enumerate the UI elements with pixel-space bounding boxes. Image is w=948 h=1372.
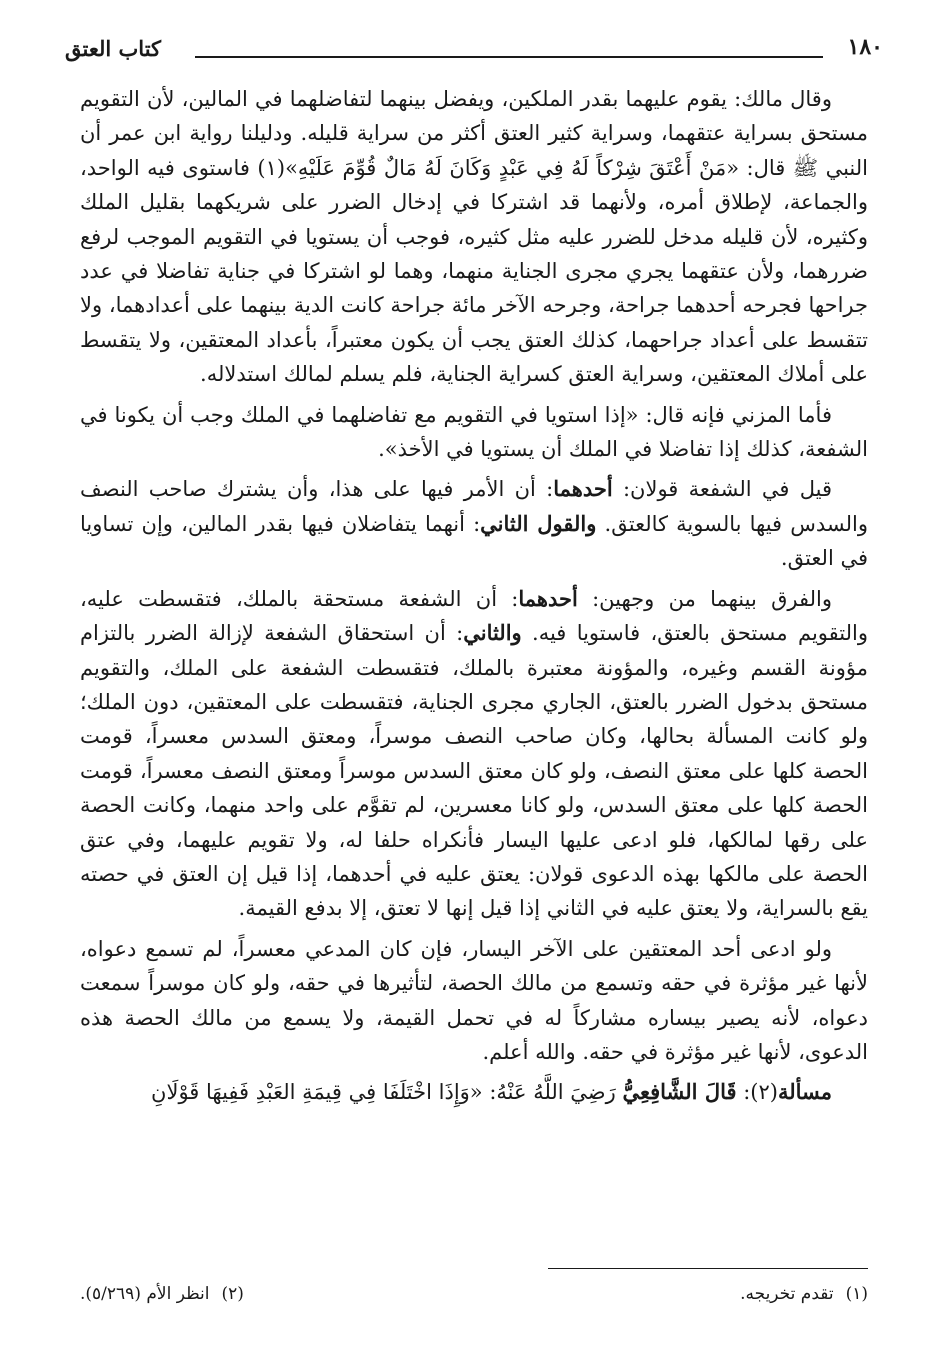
p3-text-start: قيل في الشفعة قولان: <box>612 477 832 502</box>
p6-text-end: رَضِيَ اللَّهُ عَنْهُ: «وَإِذَا اخْتَلَفَا فِي قِيمَةِ العَبْدِ فَفِيهَا قَوْلَانِ <box>151 1080 623 1105</box>
footnote-row <box>80 1280 868 1308</box>
p3-text-mid: : أن الأمر فيها على هذا، وأن يشترك صاحب النصف والسدس فيها بالسوية كالعتق. <box>80 477 869 536</box>
footnote-rule <box>548 1268 868 1269</box>
paragraph-2: فأما المزني فإنه قال: «إذا استويا في التقويم مع تفاضلهما في الملك وجب أن يكونا في الشفعة، كذلك إذا تفاضلا في الملك أن يستويا في الأخذ». <box>80 402 868 462</box>
p3-text-end: : أنهما يتفاضلان فيها بقدر المالين، وإن تساويا في العتق. <box>80 511 868 571</box>
footnote-1 <box>740 1280 868 1308</box>
header-rule <box>195 56 823 58</box>
p4-bold-second: والثاني <box>463 620 522 646</box>
page-body <box>80 82 868 1116</box>
p3-bold-second: والقول الثاني <box>480 510 597 536</box>
p4-bold-first: أحدهما <box>518 585 578 611</box>
masala-heading: مسألة <box>777 1079 832 1105</box>
paragraph-6 <box>80 1075 868 1109</box>
footnote-2-marker: (٢) <box>221 1284 244 1304</box>
footnote-2 <box>80 1280 244 1308</box>
footnotes <box>80 1280 868 1308</box>
masala-note-ref: (٢): <box>736 1080 778 1105</box>
paragraph-3 <box>80 472 868 575</box>
footnote-2-text: انظر الأم (٥/٢٦٩). <box>80 1284 210 1304</box>
paragraph-5: ولو ادعى أحد المعتقين على الآخر اليسار، فإن كان المدعي معسراً، لم تسمع دعواه، لأنها غير مؤثرة في حقه وتسمع من مالك الحصة، لتأثيرها في حقه، ولو كان موسراً سمعت دعواه، لأنه يصير بيساره مشاركاً له في تحمل القيمة، ولا يسمع من مالك الحصة هذه الدعوى، لأنها غير مؤثرة في حقه. والله أعلم. <box>80 936 868 1064</box>
paragraph-1: وقال مالك: يقوم عليهما بقدر الملكين، ويفضل بينهما لتفاضلهما في المالين، لأن التقويم مستحق بسراية عتقهما، وسراية كثير العتق أكثر من سراية قليله. ودليلنا رواية ابن عمر أن النبي ﷺ قال: «مَنْ أَعْتَقَ شِرْكاً لَهُ فِي عَبْدٍ وَكَانَ لَهُ مَالٌ قُوِّمَ عَلَيْهِ»(١) فاستوى فيه الواحد، والجماعة، لإطلاق أمره، ولأنهما قد اشتركا في إدخال الضرر على شريكهما بقليل الملك وكثيره، لأن قليله مدخل للضرر عليه مثل كثيره، فوجب أن يستويا في التقويم الموجب لرفع ضررهما، ولأن عتقهما يجري مجرى الجناية منهما، وهما لو اشتركا في جناية تفاضلا في عدد جراحها فجرحه أحدهما جراحة، وجرحه الآخر مائة جراحة كانت الدية بينهما على أعدادهما، ولا تتقسط على أعداد جراحهما، كذلك العتق يجب أن يكون معتبراً، بأعداد المعتقين، ولا يتقسط على أملاك المعتقين، وسراية العتق كسراية الجناية، فلم يسلم لمالك استدلاله. <box>80 87 868 387</box>
p4-text-mid: : أن الشفعة مستحقة بالملك، فتقسطت عليه، والتقويم مستحق بالعتق، فاستويا فيه. <box>80 586 868 646</box>
p4-text-end: : أن استحقاق الشفعة لإزالة الضرر بالتزام مؤونة القسم وغيره، والمؤونة معتبرة بالملك، فتقسطت الشفعة على الملك، والتقويم مستحق بدخول الضرر بالعتق، الجاري مجرى الجناية، فتقسطت على المعتقين، دون الملك؛ ولو كانت المسألة بحالها، وكان صاحب النصف موسراً، ومعتق السدس معسراً، قومت الحصة كلها على معتق النصف، ولو كان معتق السدس موسراً ومعتق النصف معسراً، قومت الحصة كلها على معتق السدس، ولو كانا معسرين، لم تقوَّم على واحد منهما، وكانت الحصة على رقها لمالكها، فلو ادعى عليها اليسار فأنكراه حلفا له، ولا تقويم عليهما، وفي عتق الحصة على مالكها بهذه الدعوى قولان: يعتق عليه في أحدهما، إذا قيل إن العتق في حصته يقع بالسراية، ولا يعتق عليه في الثاني إذا قيل إنها لا تعتق، إلا بدفع القيمة. <box>80 621 868 921</box>
page-number: ١٨٠ <box>847 34 883 60</box>
footnote-1-marker: (١) <box>845 1284 868 1304</box>
page-header <box>55 34 893 74</box>
book-title: كتاب العتق <box>65 36 162 61</box>
p4-text-start: والفرق بينهما من وجهين: <box>577 586 832 611</box>
footnote-1-text: تقدم تخريجه. <box>740 1284 834 1304</box>
paragraph-4 <box>80 582 868 926</box>
shafii-name: قَالَ الشَّافِعِيُّ <box>622 1079 737 1105</box>
p3-bold-first: أحدهما <box>553 476 613 502</box>
